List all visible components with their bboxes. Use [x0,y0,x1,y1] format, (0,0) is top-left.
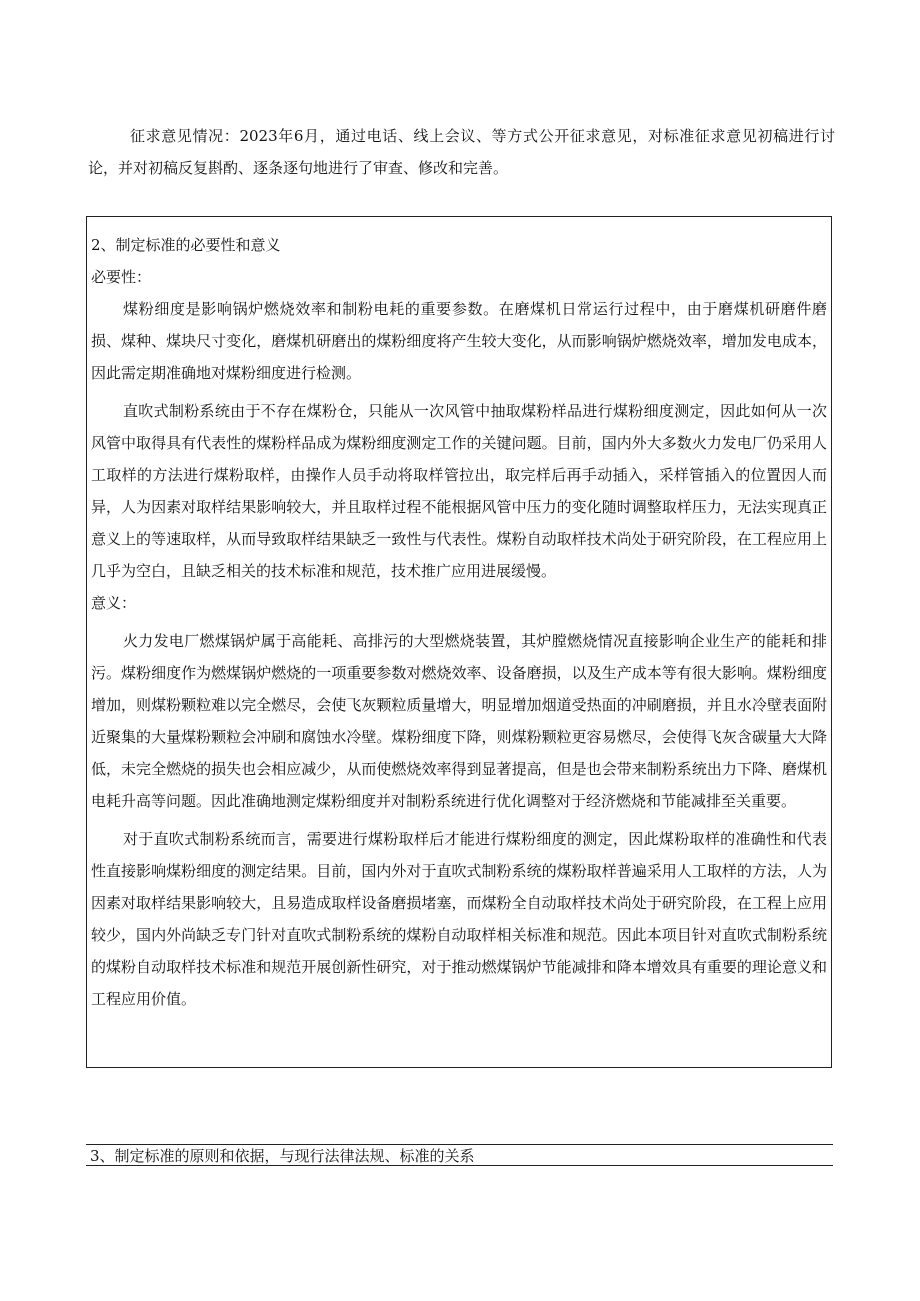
necessity-label: 必要性： [91,268,152,286]
necessity-paragraph-2: 直吹式制粉系统由于不存在煤粉仓，只能从一次风管中抽取煤粉样品进行煤粉细度测定，因此如何从一次风管中取得具有代表性的煤粉样品成为煤粉细度测定工作的关键问题。目前，国内外大多数火力发电厂仍采用人工取样的方法进行煤粉取样，由操作人员手动将取样管拉出，取完样后再手动插入，采样管插入的位置因人而异，人为因素对取样结果影响较大，并且取样过程不能根据风管中压力的变化随时调整取样压力，无法实现真正意义上的等速取样，从而导致取样结果缺乏一致性与代表性。煤粉自动取样技术尚处于研究阶段，在工程应用上几乎为空白，且缺乏相关的技术标准和规范，技术推广应用进展缓慢。 [91,402,827,580]
section-2-heading: 2、制定标准的必要性和意义 [91,236,281,254]
section-3-heading: 3、制定标准的原则和依据，与现行法律法规、标准的关系 [86,1144,833,1166]
consultation-paragraph: 征求意见情况：2023年6月，通过电话、线上会议、等方式公开征求意见，对标准征求意见初稿进行讨论，并对初稿反复斟酌、逐条逐句地进行了审查、修改和完善。 [88,127,835,177]
section-2-box [86,216,832,1068]
significance-paragraph-1: 火力发电厂燃煤锅炉属于高能耗、高排污的大型燃烧装置，其炉膛燃烧情况直接影响企业生产的能耗和排污。煤粉细度作为燃煤锅炉燃烧的一项重要参数对燃烧效率、设备磨损，以及生产成本等有很大影响。煤粉细度增加，则煤粉颗粒难以完全燃尽，会使飞灰颗粒质量增大，明显增加烟道受热面的冲刷磨损，并且水冷壁表面附近聚集的大量煤粉颗粒会冲刷和腐蚀水冷壁。煤粉细度下降，则煤粉颗粒更容易燃尽，会使得飞灰含碳量大大降低，未完全燃烧的损失也会相应减少，从而使燃烧效率得到显著提高，但是也会带来制粉系统出力下降、磨煤机电耗升高等问题。因此准确地测定煤粉细度并对制粉系统进行优化调整对于经济燃烧和节能减排至关重要。 [91,632,827,810]
significance-paragraph-2: 对于直吹式制粉系统而言，需要进行煤粉取样后才能进行煤粉细度的测定，因此煤粉取样的准确性和代表性直接影响煤粉细度的测定结果。目前，国内外对于直吹式制粉系统的煤粉取样普遍采用人工取样的方法，人为因素对取样结果影响较大，且易造成取样设备磨损堵塞，而煤粉全自动取样技术尚处于研究阶段，在工程上应用较少，国内外尚缺乏专门针对直吹式制粉系统的煤粉自动取样相关标准和规范。因此本项目针对直吹式制粉系统的煤粉自动取样技术标准和规范开展创新性研究，对于推动燃煤锅炉节能减排和降本增效具有重要的理论意义和工程应用价值。 [91,830,827,1008]
significance-label: 意义： [91,594,137,612]
necessity-paragraph-1: 煤粉细度是影响锅炉燃烧效率和制粉电耗的重要参数。在磨煤机日常运行过程中，由于磨煤机研磨件磨损、煤种、煤块尺寸变化，磨煤机研磨出的煤粉细度将产生较大变化，从而影响锅炉燃烧效率，增加发电成本，因此需定期准确地对煤粉细度进行检测。 [91,300,827,382]
section-2-content [91,229,827,1015]
